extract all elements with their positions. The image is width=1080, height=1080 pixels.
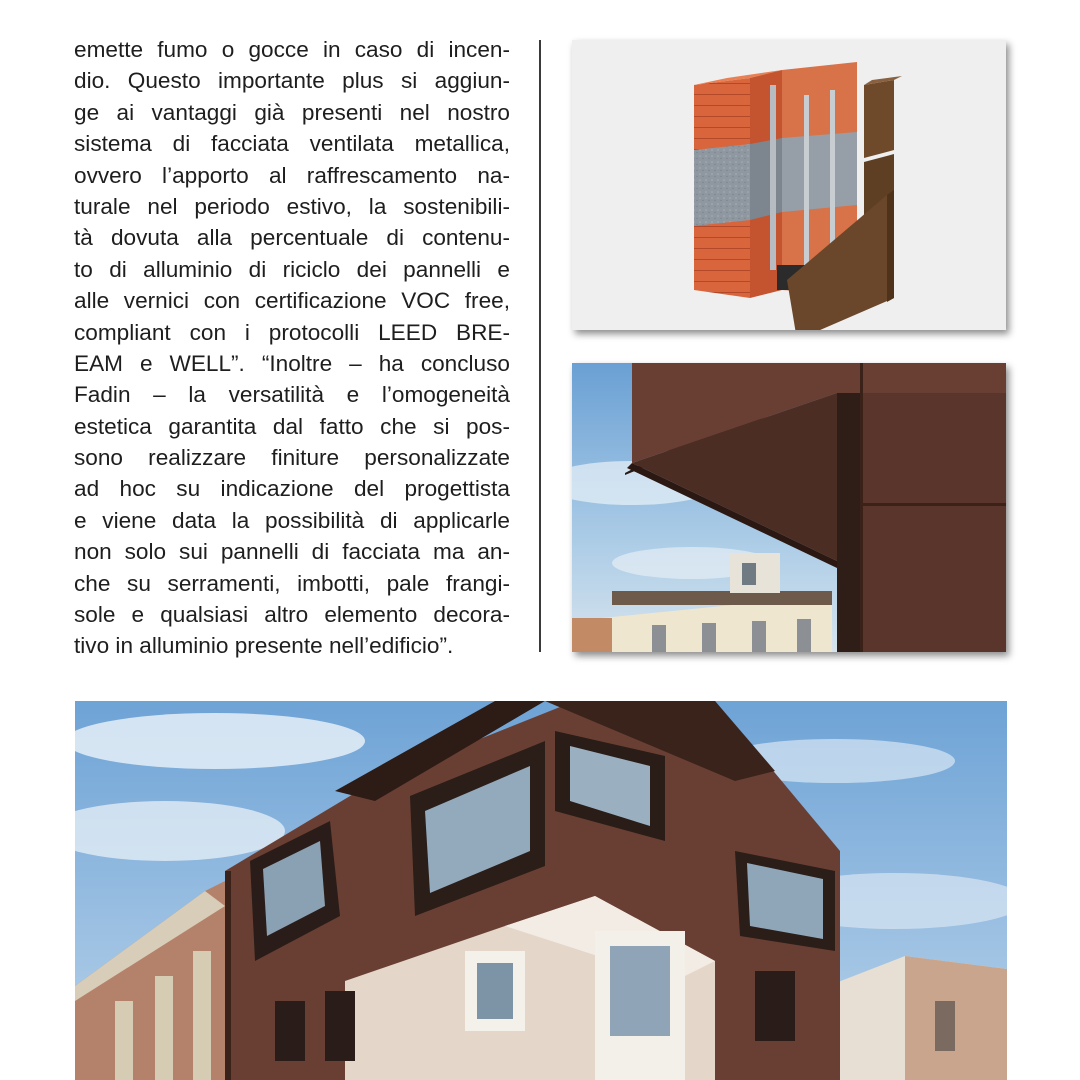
- article-line: compliant con i protocolli LEED BRE-: [74, 319, 510, 345]
- article-line: sistema di facciata ventilata metallica,: [74, 131, 510, 157]
- article-line: sole e qualsiasi altro elemento decora-: [74, 602, 510, 628]
- article-line: tivo in alluminio presente nell’edificio”.: [74, 633, 454, 659]
- article-text: [74, 34, 510, 662]
- article-line: emette fumo o gocce in caso di incen-: [74, 37, 510, 62]
- article-line: ge ai vantaggi già presenti nel nostro: [74, 99, 510, 125]
- article-line: to di alluminio di riciclo dei pannelli e: [74, 256, 510, 282]
- article-line: Fadin – la versatilità e l’omogeneità: [74, 382, 510, 408]
- article-line: non solo sui pannelli di facciata ma an-: [74, 539, 510, 565]
- article-line: EAM e WELL”. “Inoltre – ha concluso: [74, 350, 510, 376]
- article-line: estetica garantita dal fatto che si pos-: [74, 413, 510, 439]
- article-line: e viene data la possibilità di applicarle: [74, 507, 510, 533]
- article-line: alle vernici con certificazione VOC free,: [74, 288, 510, 314]
- column-divider: [539, 40, 541, 652]
- building-photo: [75, 701, 1007, 1080]
- article-line: turale nel periodo estivo, la sostenibili-: [74, 193, 510, 219]
- article-line: tà dovuta alla percentuale di contenu-: [74, 225, 510, 251]
- article-line: dio. Questo importante plus si aggiun-: [74, 68, 510, 94]
- facade-section-diagram: [572, 40, 1006, 330]
- facade-corner-photo: [572, 363, 1006, 652]
- article-line: ovvero l’apporto al raffrescamento na-: [74, 162, 510, 188]
- article-line: ad hoc su indicazione del progettista: [74, 476, 510, 502]
- article-line: sono realizzare finiture personalizzate: [74, 445, 510, 471]
- article-line: che su serramenti, imbotti, pale frangi-: [74, 570, 510, 596]
